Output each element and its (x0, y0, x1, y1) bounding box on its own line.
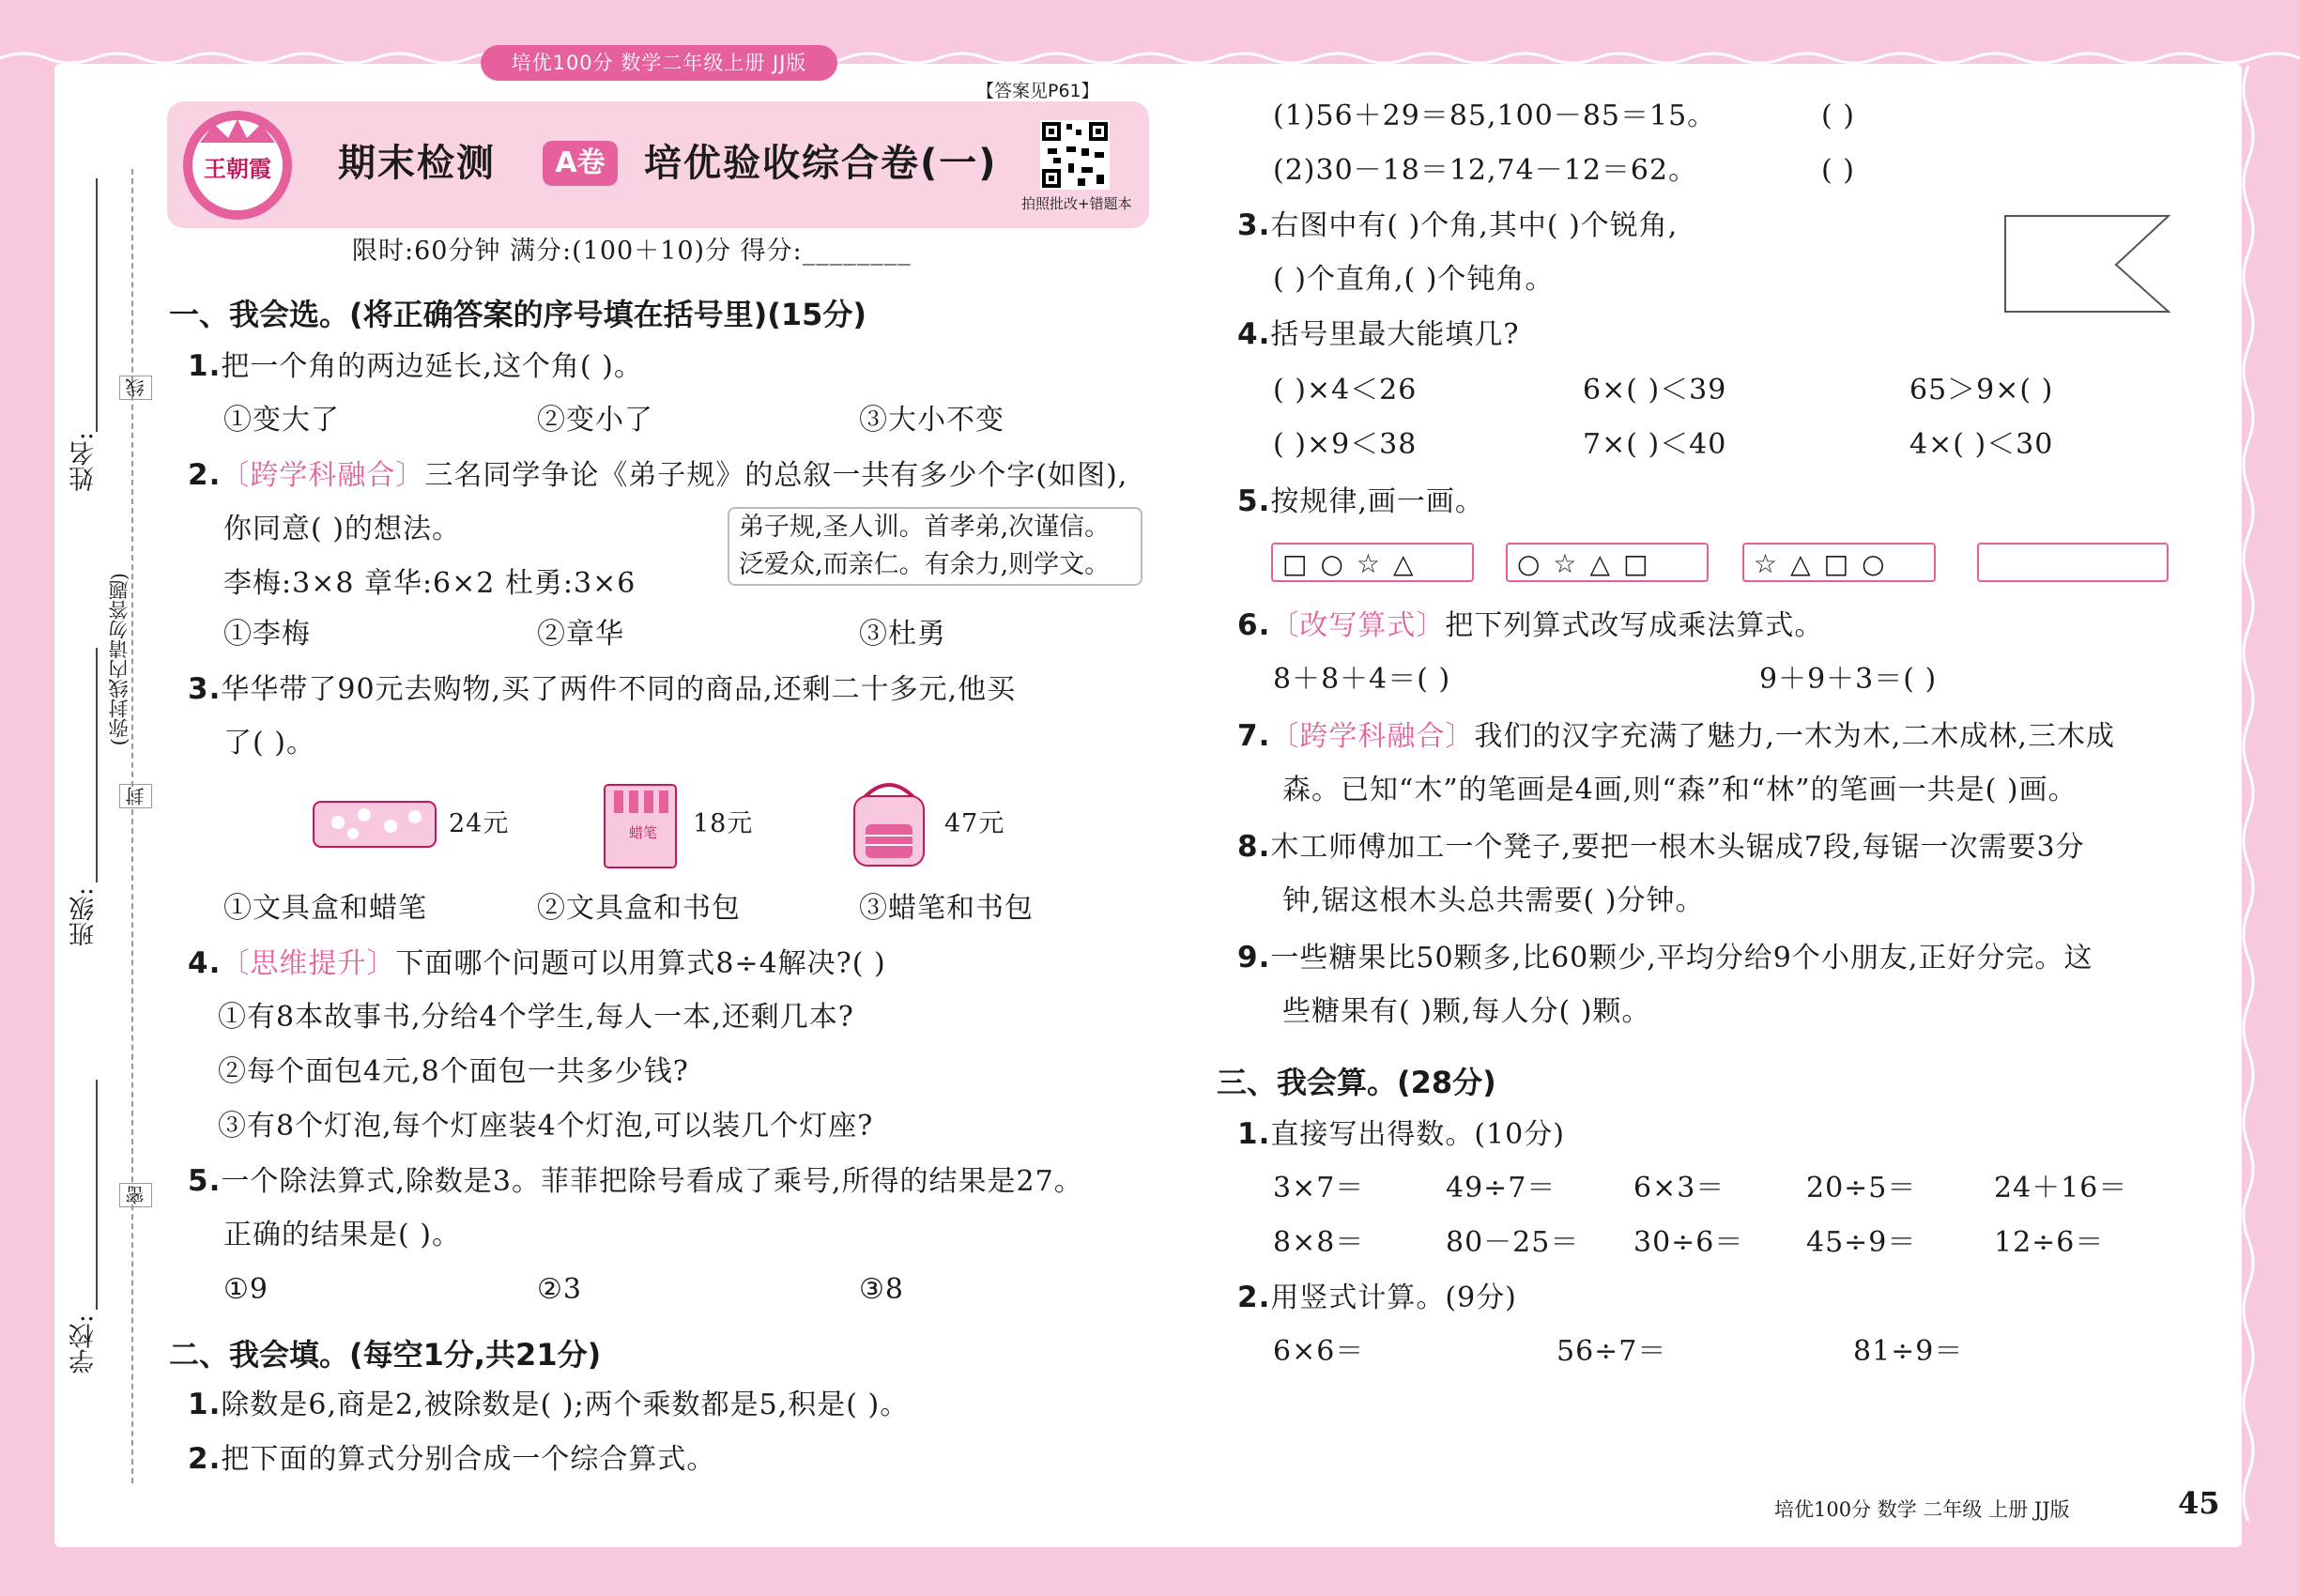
logo-text: 王朝霞 (204, 156, 271, 182)
s1-q1-opt1: ①变大了 (223, 404, 340, 437)
s1-q1: 1.把一个角的两边延长,这个角( )。 (188, 349, 643, 383)
price-backpack: 47元 (944, 809, 1005, 838)
header-pill: 培优100分 数学二年级上册 JJ版 (481, 45, 837, 81)
s1-q3-opt2: ②文具盒和书包 (537, 892, 741, 925)
s1-q3-line2: 了( )。 (223, 727, 315, 760)
poem-box: 弟子规,圣人训。首孝弟,次谨信。 泛爱众,而亲仁。有余力,则学文。 (728, 507, 1142, 586)
s2-q2-line2: (2)30－18＝12,74－12＝62。 (1273, 154, 1698, 187)
s2-q8-line2: 钟,锯这根木头总共需要( )分钟。 (1282, 884, 1705, 917)
s2-q3: 3.右图中有( )个角,其中( )个锐角, (1237, 208, 1679, 242)
s1-q3-opt3: ③蜡笔和书包 (859, 892, 1034, 925)
s1-q1-opt3: ③大小不变 (859, 404, 1004, 437)
section3-title: 三、我会算。(28分) (1217, 1065, 1496, 1100)
s3-q2: 2.用竖式计算。(9分) (1237, 1281, 1517, 1314)
pattern-group-2: ○☆△□ (1506, 543, 1709, 582)
exam-subtitle: 培优验收综合卷(一) (644, 142, 998, 185)
vertical-calc-2: 56÷7＝ (1556, 1335, 1667, 1368)
s2-q2: 2.把下面的算式分别合成一个综合算式。 (188, 1442, 716, 1476)
qr-code-icon[interactable] (1040, 120, 1110, 190)
s2-q3-line2: ( )个直角,( )个钝角。 (1273, 263, 1555, 296)
school-label: 学校: (69, 1314, 99, 1374)
s1-q1-opt2: ②变小了 (537, 404, 653, 437)
s1-q2: 2.〔跨学科融合〕三名同学争论《弟子规》的总叙一共有多少个字(如图), (188, 458, 1128, 492)
pencil-box-icon (310, 796, 441, 852)
s2-q4-r2c3: 4×( )＜30 (1909, 428, 2054, 461)
section1-title: 一、我会选。(将正确答案的序号填在括号里)(15分) (169, 297, 867, 332)
s1-q4-opt2: ②每个面包4元,8个面包一共多少钱? (218, 1055, 689, 1088)
vertical-calc-3: 81÷9＝ (1853, 1335, 1964, 1368)
s2-q6: 6.〔改写算式〕把下列算式改写成乘法算式。 (1237, 608, 1824, 642)
s2-q6-expr1: 8＋8＋4＝( ) (1273, 663, 1451, 696)
footer-text: 培优100分 数学 二年级 上册 JJ版 (1774, 1498, 2070, 1521)
no-answer-note: (弥封线内请勿答题) (108, 573, 130, 746)
s2-q4-r1c2: 6×( )＜39 (1583, 374, 1727, 407)
s3-q1: 1.直接写出得数。(10分) (1237, 1117, 1565, 1151)
exam-info-line: 限时:60分钟 满分:(100＋10)分 得分:________ (352, 237, 912, 266)
s1-q4: 4.〔思维提升〕下面哪个问题可以用算式8÷4解决?( ) (188, 946, 886, 980)
s2-q4: 4.括号里最大能填几? (1237, 317, 1520, 351)
s1-q4-opt1: ①有8本故事书,分给4个学生,每人一本,还剩几本? (218, 1001, 854, 1034)
pattern-answer-box[interactable] (1977, 543, 2169, 582)
s1-q2-opt2: ②章华 (537, 618, 624, 651)
calc-r1c3: 6×3＝ (1633, 1172, 1725, 1205)
qr-caption: 拍照批改+错题本 (1021, 195, 1132, 212)
flag-shape-figure (2000, 212, 2174, 315)
volume-badge: A卷 (543, 141, 618, 186)
crayon-box-icon (601, 779, 680, 871)
s2-q2-answer1: ( ) (1821, 100, 1855, 132)
answer-reference: 【答案见P61】 (976, 81, 1099, 101)
s2-q7: 7.〔跨学科融合〕我们的汉字充满了魅力,一木为木,二木成林,三木成 (1237, 719, 2115, 753)
calc-r2c4: 45÷9＝ (1806, 1226, 1917, 1259)
s1-q5-opt2: ②3 (537, 1273, 582, 1306)
calc-r1c2: 49÷7＝ (1446, 1172, 1556, 1205)
s2-q4-r2c1: ( )×9＜38 (1273, 428, 1418, 461)
s1-q5: 5.一个除法算式,除数是3。菲菲把除号看成了乘号,所得的结果是27。 (188, 1164, 1083, 1198)
price-pencil-box: 24元 (449, 809, 510, 838)
s2-q9-line2: 些糖果有( )颗,每人分( )颗。 (1282, 995, 1651, 1028)
s1-q2-line3: 李梅:3×8 章华:6×2 杜勇:3×6 (223, 567, 636, 600)
calc-r1c5: 24＋16＝ (1994, 1172, 2128, 1205)
s2-q4-r1c3: 65＞9×( ) (1909, 374, 2054, 407)
s2-q7-line2: 森。已知“木”的笔画是4画,则“森”和“林”的笔画一共是( )画。 (1282, 774, 2078, 806)
s1-q2-line2: 你同意( )的想法。 (223, 513, 461, 545)
calc-r2c5: 12÷6＝ (1994, 1226, 2105, 1259)
calc-r1c4: 20÷5＝ (1806, 1172, 1917, 1205)
calc-r1c1: 3×7＝ (1273, 1172, 1365, 1205)
line-mark: 线 (119, 376, 152, 400)
s2-q8: 8.木工师傅加工一个凳子,要把一根木头锯成7段,每锯一次需要3分 (1237, 830, 2085, 864)
s2-q4-r2c2: 7×( )＜40 (1583, 428, 1727, 461)
s2-q6-expr2: 9＋9＋3＝( ) (1759, 663, 1938, 696)
s1-q4-opt3: ③有8个灯泡,每个灯座装4个灯泡,可以装几个灯座? (218, 1110, 874, 1143)
s1-q5-opt1: ①9 (223, 1273, 268, 1306)
exam-title: 期末检测 (338, 142, 496, 185)
s2-q2-line1: (1)56＋29＝85,100－85＝15。 (1273, 100, 1717, 132)
s2-q2-answer2: ( ) (1821, 154, 1855, 187)
section2-title: 二、我会填。(每空1分,共21分) (169, 1337, 602, 1373)
pattern-group-3: ☆△□○ (1742, 543, 1936, 582)
brand-logo (176, 105, 299, 225)
calc-r2c2: 80－25＝ (1446, 1226, 1580, 1259)
calc-r2c1: 8×8＝ (1273, 1226, 1365, 1259)
s1-q2-opt3: ③杜勇 (859, 618, 946, 651)
s1-q3: 3.华华带了90元去购物,买了两件不同的商品,还剩二十多元,他买 (188, 672, 1017, 706)
name-label: 姓名: (69, 432, 99, 492)
backpack-icon (845, 775, 933, 869)
crayon-label: 蜡笔 (629, 824, 658, 841)
school-underline (96, 1080, 98, 1310)
s2-q1: 1.除数是6,商是2,被除数是( );两个乘数都是5,积是( )。 (188, 1388, 910, 1421)
name-underline (96, 178, 98, 432)
s2-q9: 9.一些糖果比50颗多,比60颗少,平均分给9个小朋友,正好分完。这 (1237, 941, 2093, 974)
s1-q5-opt3: ③8 (859, 1273, 904, 1306)
s1-q5-line2: 正确的结果是( )。 (223, 1219, 461, 1251)
secret-mark: 密 (119, 1183, 152, 1207)
calc-r2c3: 30÷6＝ (1633, 1226, 1744, 1259)
seal-mark: 封 (119, 784, 152, 808)
s1-q3-opt1: ①文具盒和蜡笔 (223, 892, 427, 925)
page-number: 45 (2178, 1485, 2220, 1521)
vertical-calc-1: 6×6＝ (1273, 1335, 1365, 1368)
s2-q4-r1c1: ( )×4＜26 (1273, 374, 1418, 407)
seal-dashed-line (131, 169, 133, 1483)
class-label: 班级: (69, 887, 99, 947)
s2-q5: 5.按规律,画一画。 (1237, 484, 1484, 518)
pattern-group-1: □○☆△ (1271, 543, 1474, 582)
price-crayon: 18元 (693, 809, 754, 838)
s1-q2-opt1: ①李梅 (223, 618, 311, 651)
class-underline (96, 648, 98, 882)
